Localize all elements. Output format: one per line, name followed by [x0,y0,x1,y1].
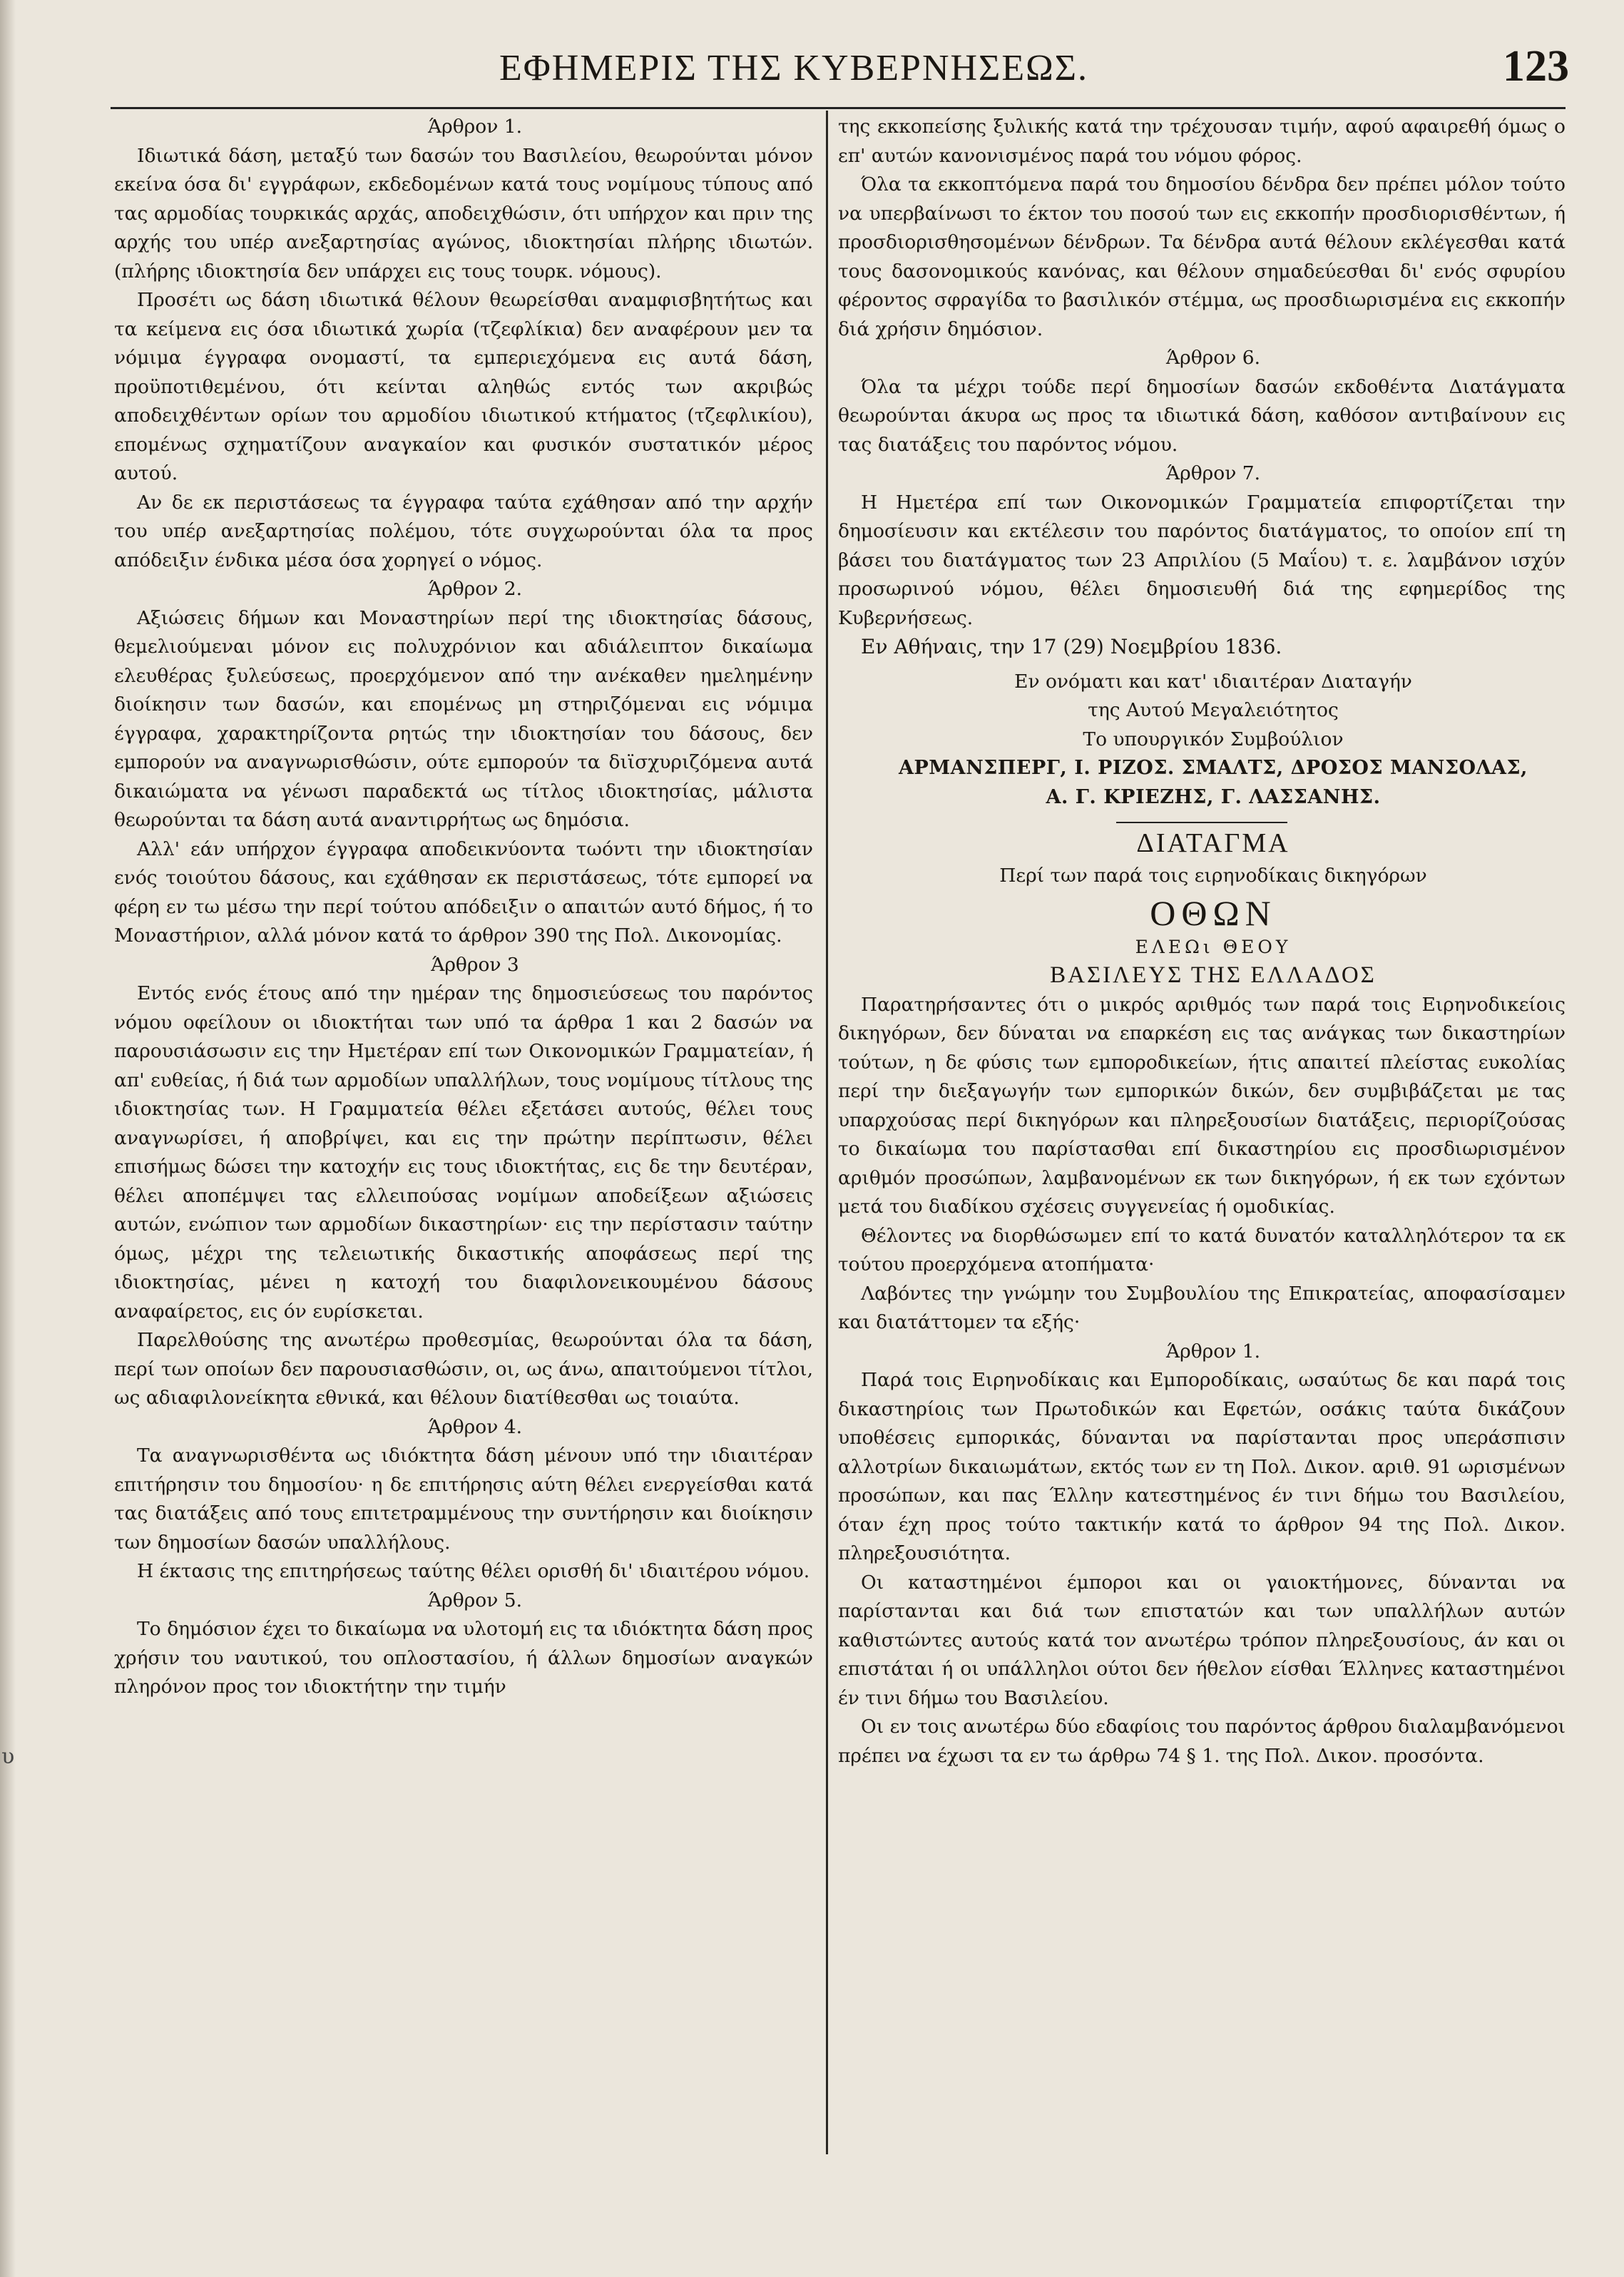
article-heading: Άρθρον 1. [1165,1340,1261,1362]
paragraph: Η Ημετέρα επί των Οικονομικών Γραμματεία επιφορτίζεται την δημοσίευσιν και εκτέλεσιν του παρόντος διατάγματος, το οποίον επί τη βάσει του διατάγματος των 23 Απριλίου (5 Μαΐου) τ. ε. λαμβάνον ισχύν προσωρινού νόμου, θέλει δημοσιευθή διά της εφημερίδος της Κυβερνήσεως. [838,491,1566,629]
edge-mark: υ [1,1744,15,1769]
decree-title: ΔΙΑΤΑΓΜΑ [1136,828,1290,858]
paragraph: Παρατηρήσαντες ότι ο μικρός αριθμός των παρά τοις Ειρηνοδικείοις δικηγόρων, δεν δύναται να επαρκέση εις τας ανάγκας των δικαστηρίων τούτων, η δε φύσις των εμποροδικείων, ήτις απαιτεί πλείστας ευκολίας περί την διεξαγωγήν των εμπορικών δικών, δεν συμβιβάζεται με τας υπαρχούσας περί δικηγόρων και πληρεξουσίων διατάξεις, περιορίζούσας το δικαίωμα του παρίστασθαι επί δικαστηρίου εις προσδιωρισμένον αριθμόν προσώπων, λαμβανομένων εκ των δικηγόρων, ή εκ των εχόντων μετά του διαδίκου σχέσεις συγγενείας ή ομοδικίας. [838,993,1566,1218]
left-column [114,113,813,1702]
article-heading: Άρθρον 3 [431,953,519,976]
article-heading: Άρθρον 7. [1165,462,1261,484]
paragraph: Αλλ' εάν υπήρχον έγγραφα αποδεικνύοντα τωόντι την ιδιοκτησίαν ενός τοιούτου δάσους, και εχάθησαν εκ περιστάσεως, τότε εμπορεί να φέρη εν τω μέσω την περί τούτου απόδειξιν ο απαιτών αυτό δήμος, ή το Μοναστήριον, αλλά μόνον κατά το άρθρον 390 της Πολ. Δικονομίας. [114,837,813,947]
king-title: ΒΑΣΙΛΕΥΣ ΤΗΣ ΕΛΛΑΔΟΣ [1050,962,1377,988]
paragraph: Λαβόντες την γνώμην του Συμβουλίου της Επικρατείας, αποφασίσαμεν και διατάττομεν τα εξής· [838,1282,1566,1333]
paragraph: Παρελθούσης της ανωτέρω προθεσμίας, θεωρούνται όλα τα δάση, περί των οποίων δεν παρουσιασθώσιν, οι, ως άνω, απαιτούμενοι τίτλοι, ως αδιαφιλονείκητα εθνικά, και θέλουν διατίθεσθαι ως τοιαύτα. [114,1329,813,1409]
paragraph: Εντός ενός έτους από την ημέραν της δημοσιεύσεως του παρόντος νόμου οφείλουν οι ιδιοκτήται των υπό τα άρθρα 1 και 2 δασών να παρουσιάσωσιν εις την Ημετέραν επί των Οικονομικών Γραμματείαν, ή απ' ευθείας, ή διά των αρμοδίων υπαλλήλων, τους νομίμους τίτλους της ιδιοκτησίας των. Η Γραμματεία θέλει εξετάσει αυτούς, θέλει τους αναγνωρίσει, ή αποβρίψει, και εις την πρώτην περίπτωσιν, θέλει επισήμως δώσει την κατοχήν εις τους ιδιοκτήτας, εις δε την δευτέραν, θέλει αποπέμψει τας ελλειπούσας νομίμων αποδείξεων αξιώσεις αυτών, ενώπιον των αρμοδίων δικαστηρίων· εις την περίστασιν ταύτην όμως, μέχρι της τελειωτικής δικαστικής αποφάσεως περί της ιδιοκτησίας, μένει η κατοχή του διαφιλονεικουμένου δάσους αναφαίρετος, εις όν ευρίσκεται. [114,982,813,1323]
page-edge-shadow [0,0,16,2277]
paragraph: Προσέτι ως δάση ιδιωτικά θέλουν θεωρείσθαι αναμφισβητήτως και τα κείμενα εις όσα ιδιωτικά χωρία (τζεφλίκια) δεν αναφέρουν μεν τα νόμιμα έγγραφα ονομαστί, τα εμπεριεχόμενα εις αυτά δάση, προϋποτιθεμένου, ότι κείνται αληθώς εντός των ακριβώς αποδειχθέντων ορίων του αρμοδίου ιδιωτικού κτήματος (τζεφλικίου), επομένως σχηματίζουν αναγκαίον και φυσικόν συστατικόν μέρος αυτού. [114,289,813,484]
order-line: της Αυτού Μεγαλειότητος [1088,699,1339,721]
king-name: ΟΘΩΝ [1150,892,1277,933]
paragraph: Ιδιωτικά δάση, μεταξύ των δασών του Βασιλείου, θεωρούνται μόνον εκείνα όσα δι' εγγράφων, εκδεδομένων κατά τους νομίμους τύπους από τας αρμοδίας τουρκικάς αρχάς, αποδειχθώσιν, ότι υπήρχον και πριν της αρχής του υπέρ ανεξαρτησίας αγώνος, ιδιοκτησίαι πλήρης ιδιωτών. (πλήρης ιδιοκτησία δεν υπάρχει εις τους τουρκ. νόμους). [114,144,813,282]
paragraph: Τα αναγνωρισθέντα ως ιδιόκτητα δάση μένουν υπό την ιδιαιτέραν επιτήρησιν του δημοσίου· η δε επιτήρησις αύτη θέλει ενεργείσθαι κατά τας διατάξεις από τους επιτετραμμένους την συντήρησιν και διοίκησιν των δημοσίων δασών υπαλλήλους. [114,1445,813,1554]
signatories-line: ΑΡΜΑΝΣΠΕΡΓ, Ι. ΡΙΖΟΣ. ΣΜΑΛΤΣ, ΔΡΟΣΟΣ ΜΑΝΣΟΛΑΣ, [899,757,1528,779]
order-line: Το υπουργικόν Συμβούλιον [1083,728,1344,750]
column-rule [826,111,828,2154]
paragraph: Αν δε εκ περιστάσεως τα έγγραφα ταύτα εχάθησαν από την αρχήν του υπέρ ανεξαρτησίας πολέμου, τότε συγχωρούνται όλα τα προς απόδειξιν ένδικα μέσα όσα χορηγεί ο νόμος. [114,491,813,571]
decree-subject: Περί των παρά τοις ειρηνοδίκαις δικηγόρων [999,865,1427,887]
article-heading: Άρθρον 4. [427,1415,523,1438]
paragraph: Παρά τοις Ειρηνοδίκαις και Εμποροδίκαις, ωσαύτως δε και παρά τοις δικαστηρίοις των Πρωτοδικών και Εφετών, οσάκις ταύτα δικάζουν υποθέσεις εμπορικάς, δύνανται να παρίστανται προς υπεράσπισιν αλλοτρίων δικαιωμάτων, εκτός των εν τη Πολ. Δικον. αριθ. 91 ωρισμένων προσώπων, και πας Έλλην κατεστημένος έν τινι δήμω του Βασιλείου, όταν έχη προς τούτο τακτικήν κατά το άρθρον 94 της Πολ. Δικον. πληρεξουσιότητα. [838,1369,1566,1564]
running-title: ΕΦΗΜΕΡΙΣ ΤΗΣ ΚΥΒΕΡΝΗΣΕΩΣ. [499,48,1088,88]
section-rule [1116,822,1287,823]
paragraph: Οι εν τοις ανωτέρω δύο εδαφίοις του παρόντος άρθρου διαλαμβανόμενοι πρέπει να έχωσι τα εν τω άρθρω 74 § 1. της Πολ. Δικον. προσόντα. [838,1716,1566,1767]
paragraph: Θέλοντες να διορθώσωμεν επί το κατά δυνατόν καταλληλότερον τα εκ τούτου προερχόμενα ατοπήματα· [838,1224,1566,1275]
paragraph: Οι καταστημένοι έμποροι και οι γαιοκτήμονες, δύνανται να παρίστανται και διά των επιστατών και των υπαλλήλων αυτών καθιστώντες αυτούς κατά τον ανωτέρω τρόπον πληρεξουσίους, άν και οι επιστάται ή οι υπάλληλοι ούτοι δεν ήθελον είσθαι Έλληνες καταστημένοι έν τινι δήμω του Βασιλείου. [838,1571,1566,1709]
signatories-line: Α. Γ. ΚΡΙΕΖΗΣ, Γ. ΛΑΣΣΑΝΗΣ. [1046,785,1381,808]
paragraph: της εκκοπείσης ξυλικής κατά την τρέχουσαν τιμήν, αφού αφαιρεθή όμως ο επ' αυτών κανονισμένος παρά του νόμου φόρος. [838,116,1566,167]
header-rule [111,107,1566,109]
article-heading: Άρθρον 1. [427,116,523,138]
order-line: Εν ονόματι και κατ' ιδιαιτέραν Διαταγήν [1014,670,1412,693]
article-heading: Άρθρον 5. [427,1589,523,1611]
article-heading: Άρθρον 6. [1165,347,1261,369]
paragraph: Το δημόσιον έχει το δικαίωμα να υλοτομή εις τα ιδιόκτητα δάση προς χρήσιν του ναυτικού, του οπλοστασίου, ή άλλων δημοσίων αναγκών πληρόνον προς τον ιδιοκτήτην την τιμήν [114,1618,813,1698]
page-header [43,41,1598,98]
paragraph: Όλα τα μέχρι τούδε περί δημοσίων δασών εκδοθέντα Διατάγματα θεωρούνται άκυρα ως προς τα ιδιωτικά δάση, καθόσον αντιβαίνουν εις τας διατάξεις του παρόντος νόμου. [838,375,1566,456]
page-number: 123 [1503,42,1569,91]
right-column [838,113,1566,1771]
by-grace-of-god: ΕΛΕΩι ΘΕΟΥ [1135,936,1292,957]
paragraph: Αξιώσεις δήμων και Μοναστηρίων περί της ιδιοκτησίας δάσους, θεμελιούμεναι μόνον εις πολυχρόνιον και αδιάλειπτον δικαίωμα ελευθέρας ξυλεύσεως, προερχόμενον από την ανέκαθεν ημελημένην διοίκησιν των δασών, και επομένως μη στηριζόμεναι εις νόμιμα έγγραφα, χαρακτηρίζοντα ρητώς την ιδιοκτησίαν του δάσους, δεν εμπορούν να αναγνωρισθώσιν, ούτε εμπορούν τα διϊσχυριζόμενα αυτά δικαιώματα να γένωσι παραδεκτά ως τίτλος ιδιοκτησίας, μάλιστα θεωρούνται τα δάση αυτά αναντιρρήτως ως δημόσια. [114,606,813,831]
paragraph: Όλα τα εκκοπτόμενα παρά του δημοσίου δένδρα δεν πρέπει μόλον τούτο να υπερβαίνωσι το έκτον του ποσού των εις εκκοπήν προσδιορισθέντων, ή προσδιορισθησομένων δένδρων. Τα δένδρα αυτά θέλουν εκλέγεσθαι κατά τους δασονομικούς κανόνας, και θέλουν σημαδεύεσθαι δι' ενός σφυρίου φέροντος σφραγίδα το βασιλικόν στέμμα, ως προσδιωρισμένα εις εκκοπήν διά χρήσιν δημόσιον. [838,173,1566,340]
date-line: Εν Αθήναις, την 17 (29) Νοεμβρίου 1836. [861,635,1282,658]
article-heading: Άρθρον 2. [427,578,523,600]
paragraph: Η έκτασις της επιτηρήσεως ταύτης θέλει ορισθή δι' ιδιαιτέρου νόμου. [137,1560,810,1582]
